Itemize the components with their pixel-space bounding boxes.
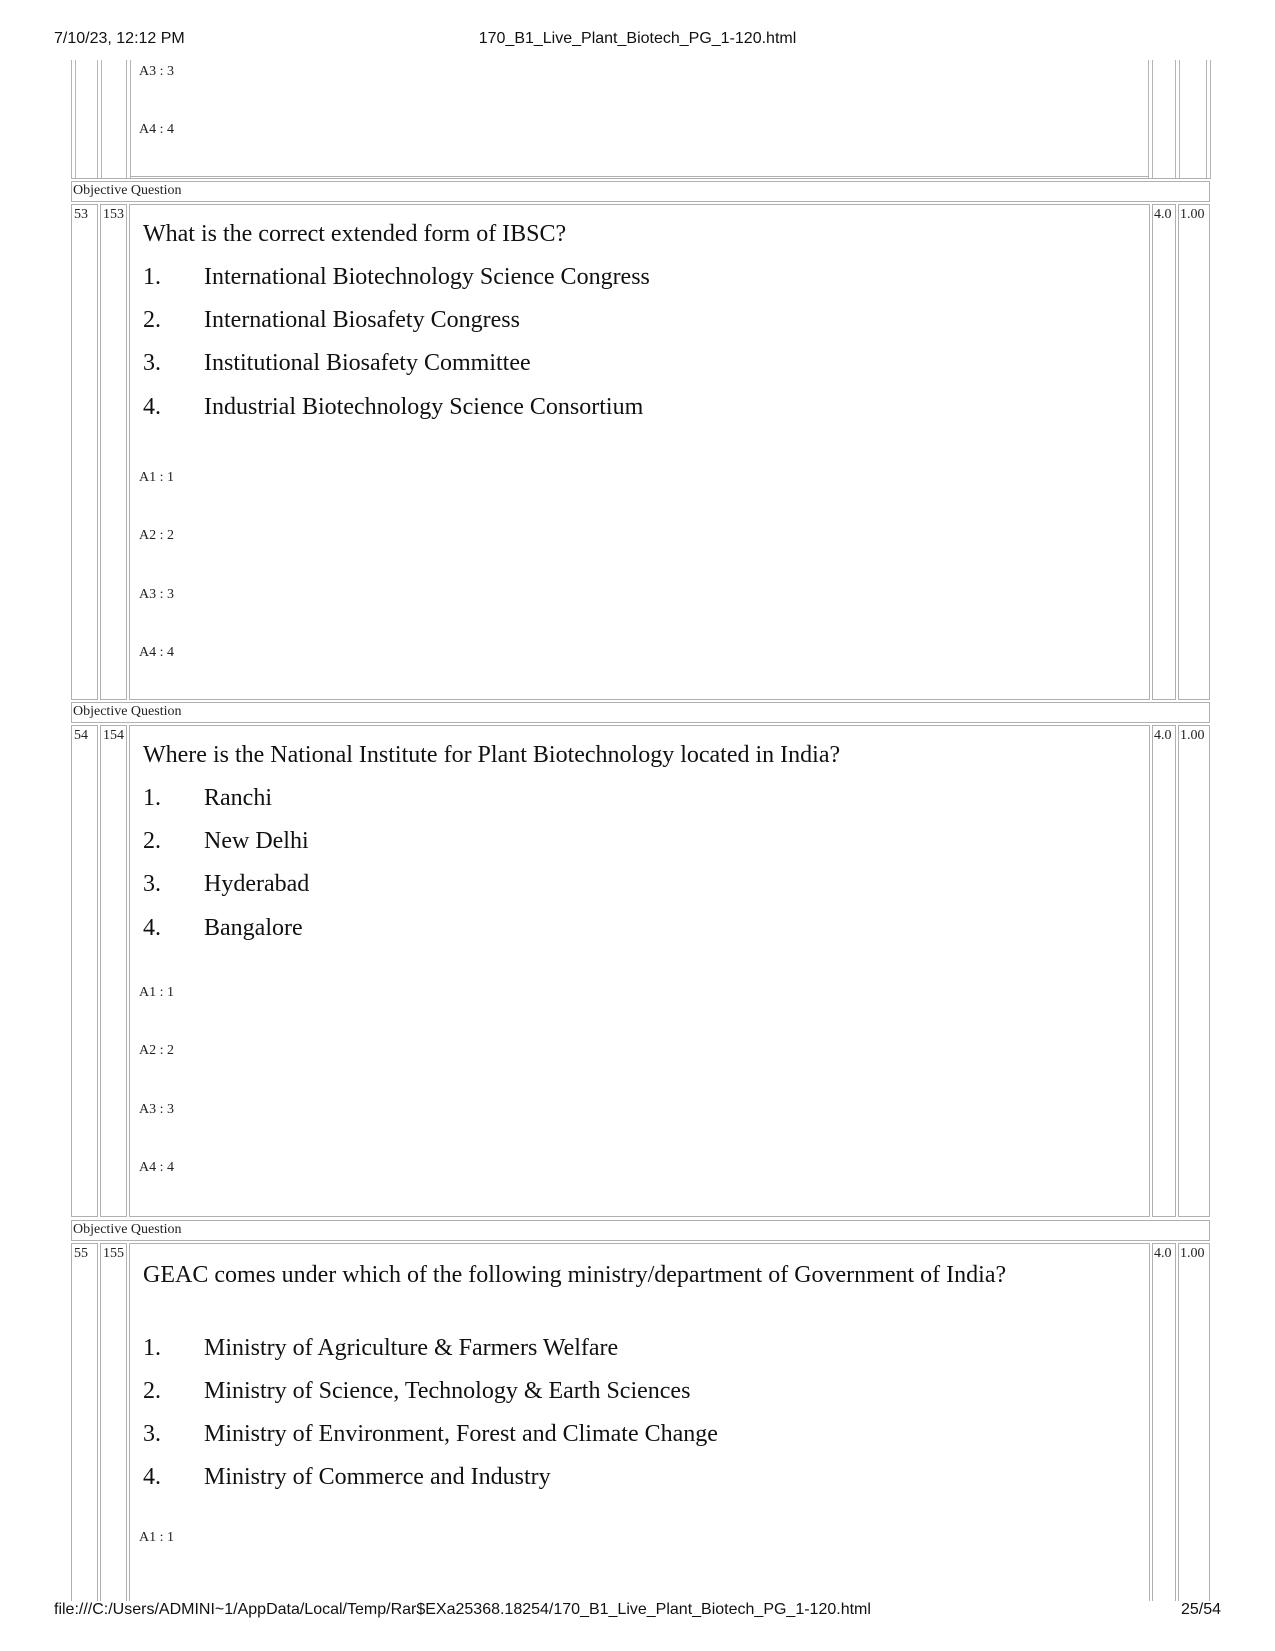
- prev-answer-a3: A3 : 3: [139, 64, 174, 79]
- answer-a1: A1 : 1: [139, 985, 174, 1000]
- mark-cell: [1152, 725, 1176, 1217]
- question-id: 155: [103, 1246, 124, 1261]
- answer-a2: A2 : 2: [139, 1043, 174, 1058]
- answer-a3: A3 : 3: [139, 1102, 174, 1117]
- sno-cell: [71, 204, 98, 700]
- question-mark: 4.0: [1154, 1246, 1172, 1261]
- question-type-row: [71, 1220, 1210, 1241]
- answer-a1: A1 : 1: [139, 470, 174, 485]
- file-url: file:///C:/Users/ADMINI~1/AppData/Local/Temp/Rar$EXa25368.18254/170_B1_Live_Plant_Biotech_PG_1-120.html: [54, 1601, 871, 1618]
- question-type-row: [71, 181, 1210, 202]
- question-serial: 53: [74, 207, 88, 222]
- question-id: 154: [103, 728, 124, 743]
- qid-cell: [100, 204, 127, 700]
- question-body-cell: [129, 725, 1150, 1217]
- answer-a2: A2 : 2: [139, 528, 174, 543]
- question-mark: 4.0: [1154, 728, 1172, 743]
- page-number: 25/54: [1180, 1601, 1221, 1618]
- mark-cell: [1152, 1243, 1176, 1601]
- question-text: Where is the National Institute for Plant Biotechnology located in India?: [143, 742, 841, 768]
- question-text: GEAC comes under which of the following ministry/department of Government of India?: [143, 1262, 1007, 1288]
- print-header: [0, 30, 1275, 50]
- neg-cell: [1178, 204, 1210, 700]
- sno-cell: [71, 1243, 98, 1601]
- question-serial: 55: [74, 1246, 88, 1261]
- question-id: 153: [103, 207, 124, 222]
- answer-a4: A4 : 4: [139, 645, 174, 660]
- answer-a1: A1 : 1: [139, 1530, 174, 1545]
- question-negative-mark: 1.00: [1180, 207, 1205, 222]
- mark-cell: [1152, 204, 1176, 700]
- sno-cell: [71, 725, 98, 1217]
- question-type-label: Objective Question: [73, 183, 182, 198]
- qid-cell: [100, 725, 127, 1217]
- print-date: 7/10/23, 12:12 PM: [54, 30, 185, 47]
- qid-cell: [100, 1243, 127, 1601]
- prev-answer-a4: A4 : 4: [139, 122, 174, 137]
- question-mark: 4.0: [1154, 207, 1172, 222]
- answer-a3: A3 : 3: [139, 587, 174, 602]
- question-text: What is the correct extended form of IBSC?: [143, 221, 567, 247]
- question-type-label: Objective Question: [73, 1222, 182, 1237]
- neg-cell: [1178, 1243, 1210, 1601]
- question-type-label: Objective Question: [73, 704, 182, 719]
- question-negative-mark: 1.00: [1180, 728, 1205, 743]
- neg-cell: [1178, 725, 1210, 1217]
- question-type-row: [71, 702, 1210, 723]
- question-serial: 54: [74, 728, 88, 743]
- print-footer: [0, 1601, 1275, 1621]
- answer-a4: A4 : 4: [139, 1160, 174, 1175]
- question-negative-mark: 1.00: [1180, 1246, 1205, 1261]
- print-title: 170_B1_Live_Plant_Biotech_PG_1-120.html: [478, 30, 797, 47]
